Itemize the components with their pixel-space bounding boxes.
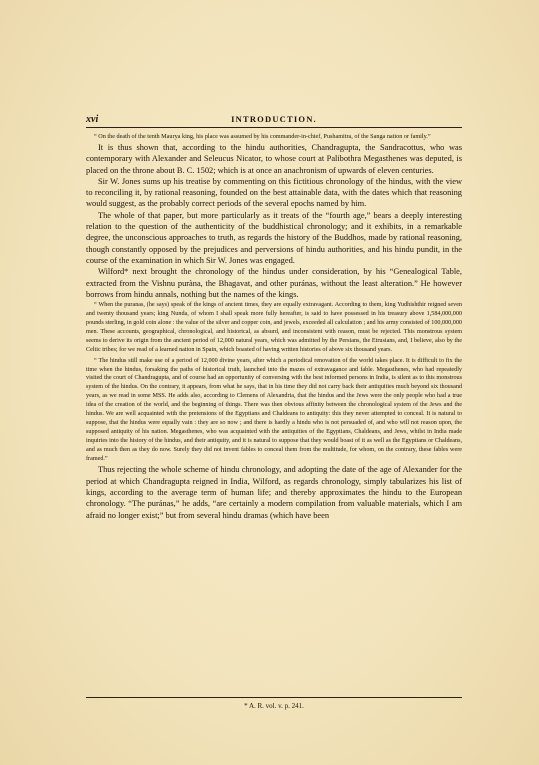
block-quote: “ When the puranas, (he says) speak of the kings of ancient times, they are equally extravagant. According to them, king Yudhishthir reigned seven and twenty thousand years; king Nunda, of whom I shall speak more fully hereafter, is said to have possessed in his treasury above 1,584,000,000 pounds sterling, in gold coin alone : the value of the silver and copper coin, and jewels, exceeded all calculation ; and his army consisted of 100,000,000 men. These accounts, geographical, chronological, and historical, as absurd, and inconsistent with reason, must be rejected. This monstrous system seems to derive its origin from the ancient period of 12,000 natural years, which was admitted by the Persians, the Etrusians, and, I believe, also by the Celtic tribes; for we read of a learned nation in Spain, which boasted of having written histories of above six thousand years.: [86, 302, 462, 353]
running-head: INTRODUCTION.: [231, 114, 317, 124]
footnote: * A. R. vol. v. p. 241.: [244, 702, 304, 710]
footnote-rule: [86, 697, 462, 698]
paragraph: Thus rejecting the whole scheme of hindu chronology, and adopting the date of the age of Alexander for the period at which Chandragupta reigned in India, Wilford, as regards chronology, simply tabularizes his list of kings, according to the average term of human life; and thereby approximates the hindu to the European chronology. “The puránas,” he adds, “are certainly a modern compilation from valuable materials, which I am afraid no longer exist;” but from several hindu dramas (which have been: [86, 465, 462, 520]
main-text: [86, 132, 462, 521]
paragraph: The whole of that paper, but more particularly as it treats of the “fourth age,” bears a deeply interesting relation to the question of the authenticity of the buddhistical chronology; and it exhibits, in a remarkable degree, the unconscious approaches to truth, as regards the history of the Buddhos, made by rational reasoning, though constantly opposed by the prejudices and perversions of hindu authorities, and his hindu pundit, in the course of the examination in which Sir W. Jones was engaged.: [86, 210, 462, 265]
block-quote: “ The hindus still make use of a period of 12,000 divine years, after which a periodical renovation of the world takes place. It is difficult to fix the time when the hindus, forsaking the paths of historical truth, launched into the mazes of extravagance and fable. Megasthenes, who had repeatedly visited the court of Chandragupta, and of course had an opportunity of conversing with the best informed persons in India, is silent as to this monstrous system of the hindus. On the contrary, it appears, from what he says, that in his time they did not carry back their antiquities much beyond six thousand years, as we read in some MSS. He adds also, according to Clemens of Alexandria, that the hindus and the Jews were the only people who had a true idea of the creation of the world, and the beginning of things. There was then obvious affinity between the chronological system of the Jews and the hindus. We are well acquainted with the pretensions of the Egyptians and Chaldeans to antiquity: this they never attempted to conceal. It is natural to suppose, that the hindus were equally vain : they are so now ; and there is hardly a hindu who is not persuaded of, and who will not reason upon, the supposed antiquity of his nation. Megasthenes, who was acquainted with the antiquities of the Egyptians, Chaldeans, and Jews, whilst in India made inquiries into the history of the hindus, and their antiquity, and it is natural to suppose that they would boast of it as well as the Egyptians or Chaldeans, and as much then as they do now. Surely they did not invent fables to conceal them from the multitude, for whom, on the contrary, these fables were framed.”: [86, 357, 462, 462]
paragraph: Wilford* next brought the chronology of the hindus under consideration, by his “Genealogical Table, extracted from the Vishnu puràna, the Bhagavat, and other puránas, without the least alteration.” He however borrows from hindu annals, nothing but the names of the kings.: [86, 267, 462, 299]
continued-quote: “ On the death of the tenth Maurya king, his place was assumed by his commander-in-chief, Pushamitra, of the Sanga nation or family.”: [94, 133, 431, 140]
page-header: [86, 114, 462, 126]
header-rule: [86, 127, 462, 128]
paragraph: It is thus shown that, according to the hindu authorities, Chandragupta, the Sandracottus, who was contemporary with Alexander and Seleucus Nicator, to whose court at Palibothra Megasthenes was deputed, is placed on the throne about B. C. 1502; which is at once an anachronism of upwards of eleven centuries.: [86, 143, 462, 175]
page-number: xvi: [86, 114, 99, 125]
paragraph: Sir W. Jones sums up his treatise by commenting on this fictitious chronology of the hindus, with the view to reconciling it, by rational reasoning, founded on the best attainable data, with the dates which that reasoning would suggest, as the probably correct periods of the several epochs named by him.: [86, 176, 462, 209]
